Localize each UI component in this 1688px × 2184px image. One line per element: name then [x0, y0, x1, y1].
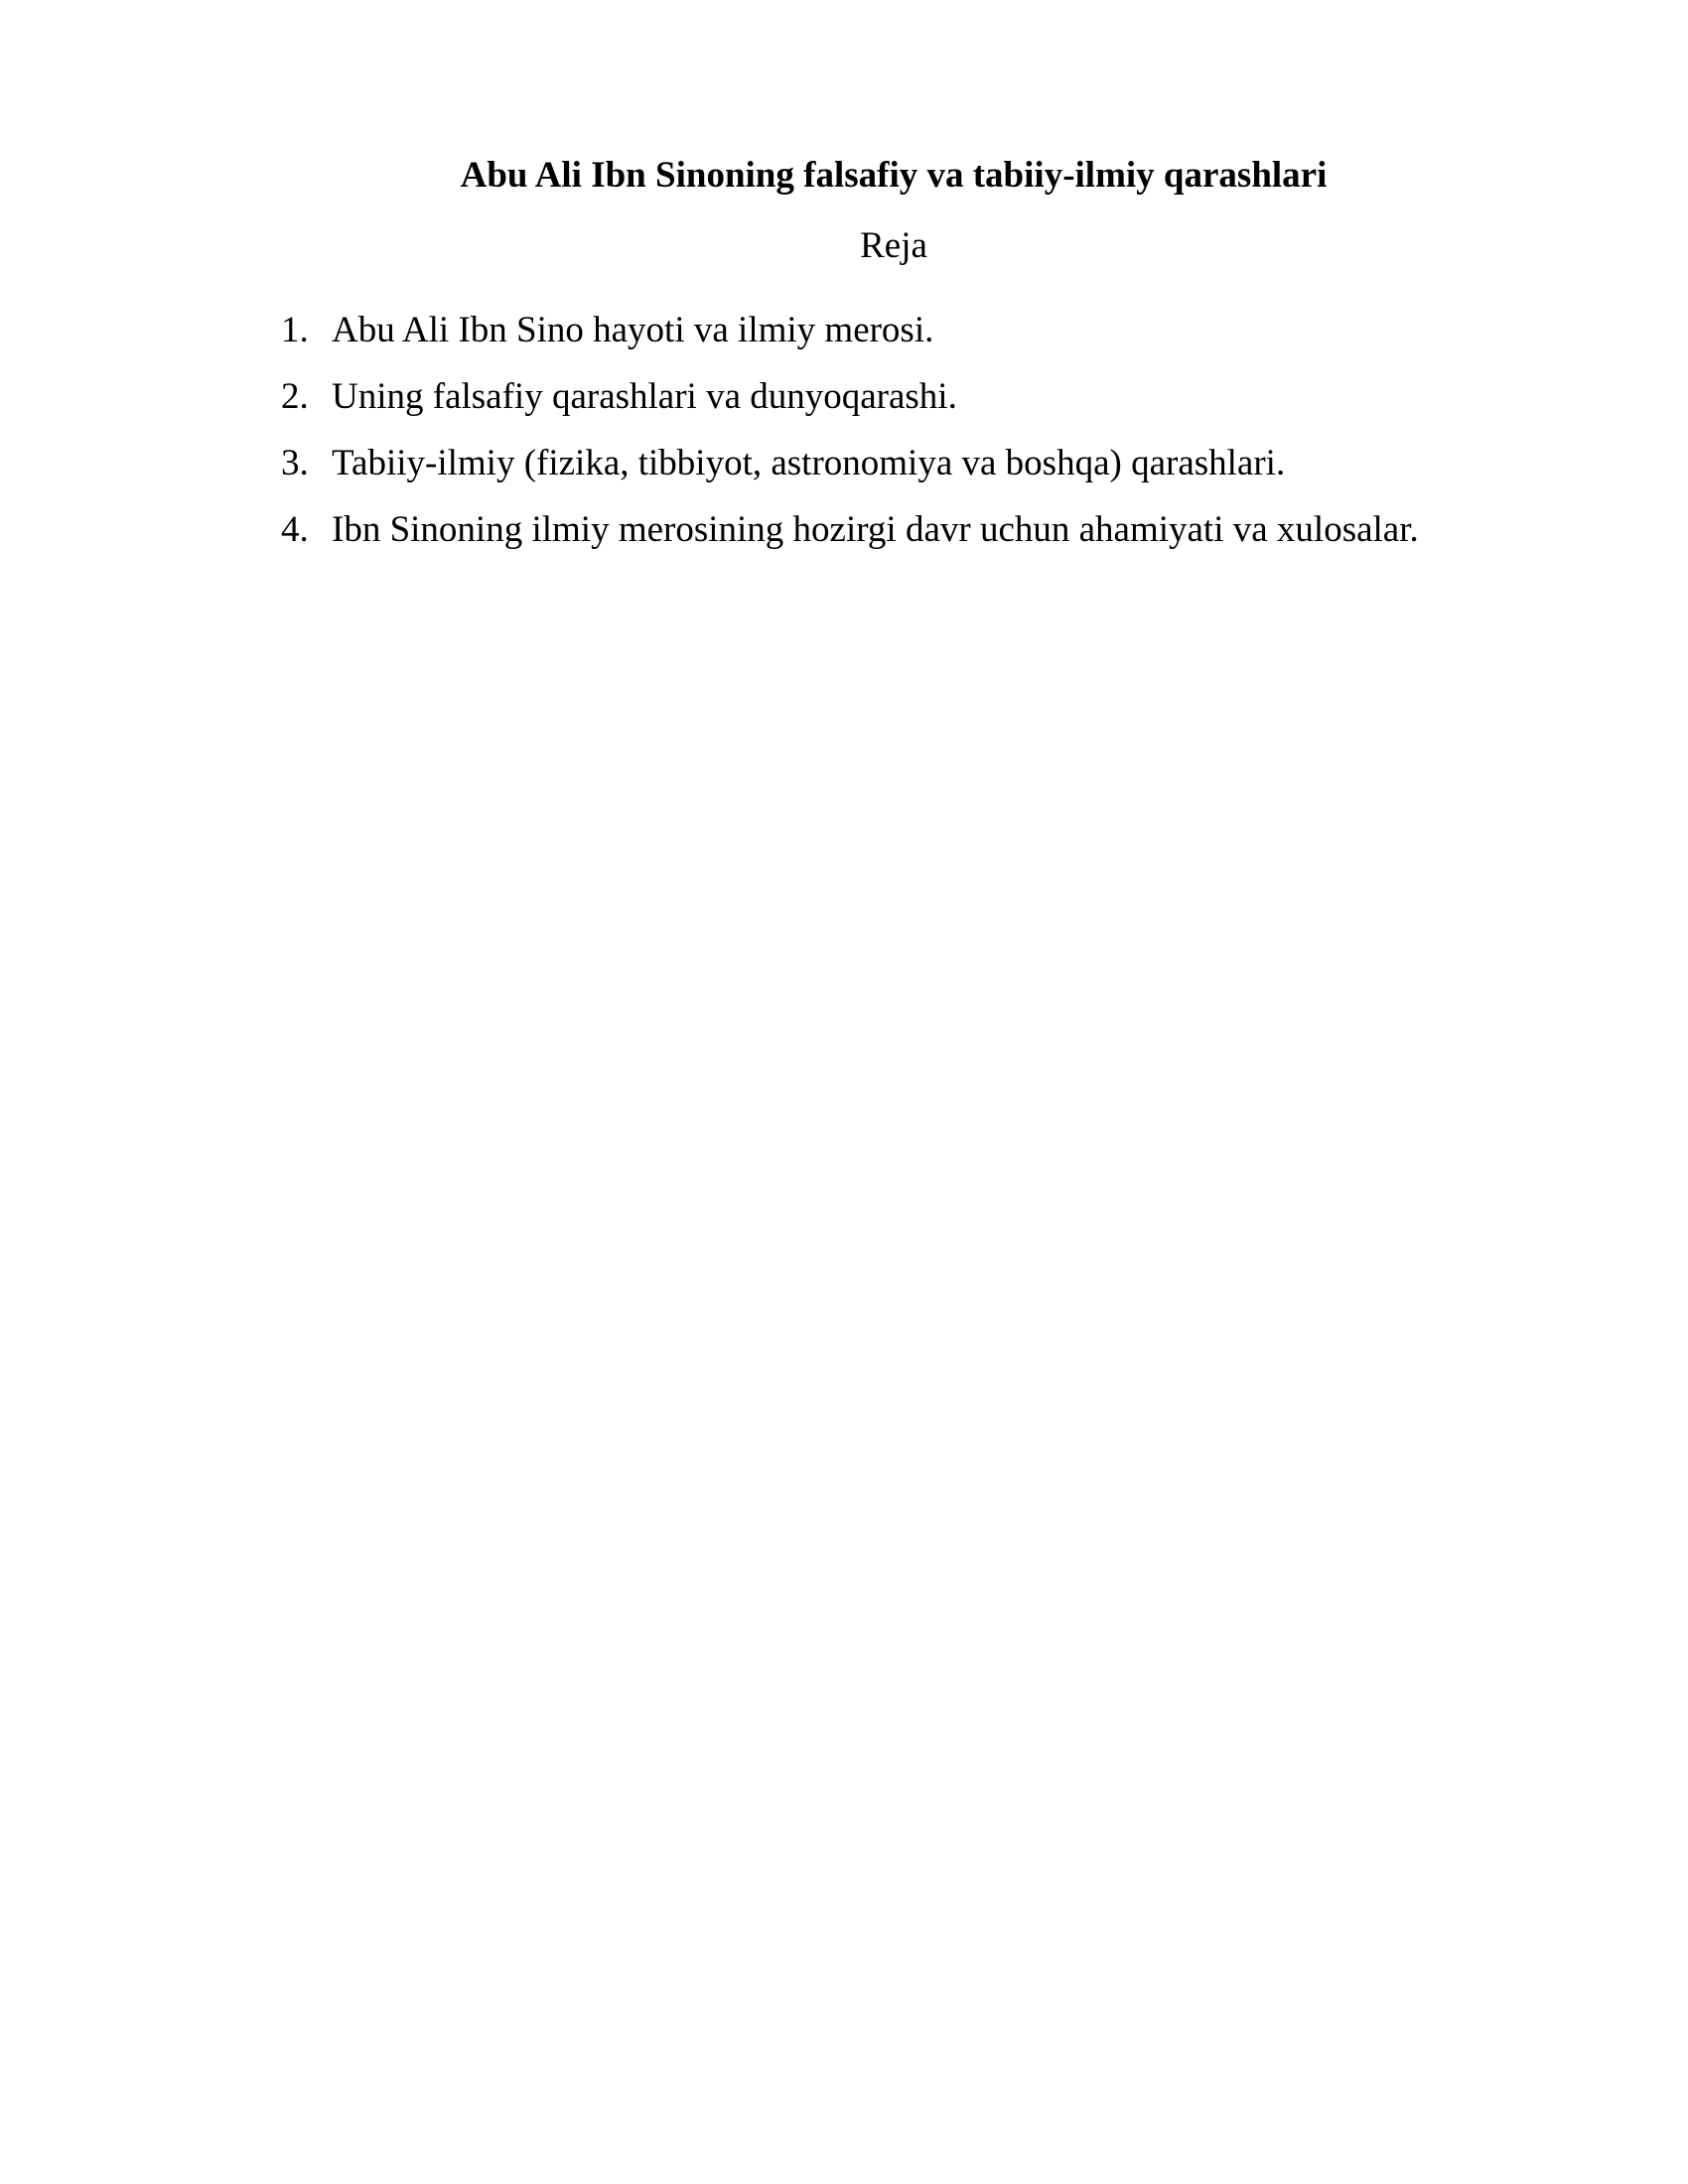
plan-item-number: 4. — [281, 509, 309, 550]
plan-item-number: 1. — [281, 310, 309, 350]
plan-item-text: Uning falsafiy qarashlari va dunyoqarashi. — [332, 376, 957, 417]
plan-item-number: 2. — [281, 376, 309, 417]
plan-item-number: 3. — [281, 443, 309, 483]
plan-item-text: Abu Ali Ibn Sino hayoti va ilmiy merosi. — [332, 310, 934, 350]
plan-item-text: Ibn Sinoning ilmiy merosining hozirgi davr uchun ahamiyati va xulosalar. — [332, 509, 1419, 550]
document-subtitle: Reja — [860, 225, 927, 266]
plan-item-text: Tabiiy-ilmiy (fizika, tibbiyot, astronomiya va boshqa) qarashlari. — [332, 443, 1286, 483]
document-title: Abu Ali Ibn Sinoning falsafiy va tabiiy-ilmiy qarashlari — [460, 155, 1328, 196]
